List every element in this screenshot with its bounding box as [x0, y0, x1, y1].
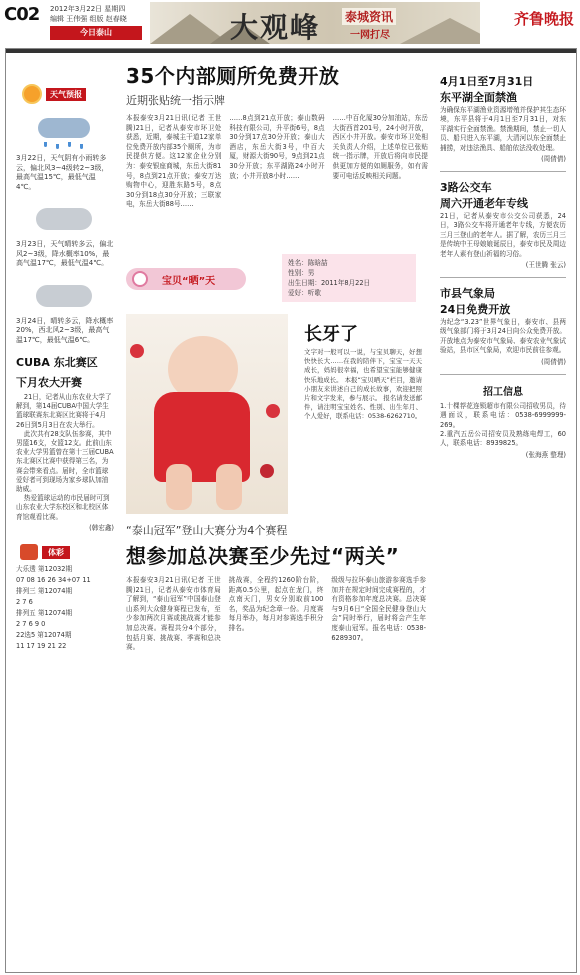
bus-headline-1: 3路公交车 [440, 181, 492, 195]
baby-story-title: 长牙了 [304, 324, 358, 345]
article2-subheadline: “泰山冠军”登山大赛分为4个赛程 [126, 524, 288, 537]
article2-headline: 想参加总决赛至少先过“两关” [126, 544, 400, 568]
bus-text: 21日，记者从泰安市公交公司获悉，24日，3路公交车将开通老年专线，方便农历三月三登山的老年人。据了解，农历三月三是传统中王母娘娘诞辰日，泰安市民及周边老年人素有登山祈福的习俗。 [440, 212, 566, 258]
fishing-ban-headline-2: 东平湖全面禁渔 [440, 91, 517, 104]
main-subheadline: 近期张贴统一指示牌 [126, 94, 225, 107]
lottery-line: 排列五 第12074期 [16, 608, 73, 617]
weather-bureau-headline-1: 市县气象局 [440, 287, 495, 301]
artwork-title: 大观峰 [230, 11, 321, 44]
weather-day-1: 3月22日，天气阴有小雨转多云，偏北风3~4级转2~3级，最高气温15℃，最低气温4℃。 [16, 154, 109, 191]
left-column [16, 84, 114, 652]
weather-day-2: 3月23日，天气晴转多云，偏北风2~3级，降水概率10%，最高气温17℃，最低气温4℃。 [16, 240, 114, 267]
cuba-paragraph: 21日，记者从山东农业大学了解到，第14届CUBA中国大学生篮球联赛东北赛区比赛将于4月26日到5月3日在农大举行。 [16, 393, 112, 429]
weather-header [16, 84, 114, 106]
lottery-label: 体彩 [42, 546, 70, 559]
right-column [440, 74, 566, 459]
fishing-ban-text: 为确保东平湖渔业资源增殖并保护其生态环境，东平县将于4月1日至7月31日，对东平湖实行全面禁渔。禁渔期间，禁止一切人员、船只进入东平湖，大清河以东全面禁止捕捞，对违法渔具、船舶依法没收处理。 [440, 106, 566, 152]
baby-photo [126, 314, 288, 514]
lottery-header [16, 542, 114, 564]
baby-section [126, 259, 426, 508]
article2-col-2: 挑战赛，全程约1260阶台阶，距离0.5公里，起点在龙门，终点南天门，男女分别取前100名，奖品为纪念章一份。月度赛每月举办，每月对参赛选手积分排名。 [228, 576, 324, 632]
sun-icon [22, 84, 42, 104]
lottery-line: 11 17 19 21 22 [16, 641, 67, 650]
fishing-ban-byline: (周倩倩) [541, 155, 566, 164]
issue-meta [50, 4, 127, 24]
newspaper-logo: 齐鲁晚报 [513, 10, 574, 28]
baby-face-icon [132, 271, 148, 287]
job-listing: 2.重汽五岳公司招安员及熟练电焊工，60人，联系电话：8939825。 [440, 429, 566, 448]
bus-byline: (王世腾 张云) [525, 261, 566, 270]
lottery-line: 22选5 第12074期 [16, 630, 72, 639]
baby-story-text: 文字对一般可以一说，与宝贝聊天，好想快快长大……在我的陪伴下，宝宝一天天成长，妈妈很幸福，也希望宝宝能够健康快乐地成长。 本报“宝贝晒天”栏目，邀请小朋友来讲述自己的成长故事，欢迎把照片和文字发来，参与展示。 报名请发送邮件，请注明宝宝姓名、性别、出生年月、个人爱好，联系电话：0538-6262710。 [304, 348, 422, 421]
job-listing: 1.十棵荐花连锁超市有限公司招收男员，待遇面议，联系电话：0538-6999999-269。 [440, 401, 566, 429]
rain-cloud-icon [30, 112, 100, 152]
main-body-col-3: ……中百化厦30分加油站，东岳大街西首201号，24小时开放，西区小井开放。泰安市环卫处相关负责人介绍，上述单位已张贴统一指示牌，开放后将向市民提供更加方便的如厕服务，如有需要可电话反映相关问题。 [332, 114, 428, 180]
weather-day-3: 3月24日，晴转多云，降水概率20%，西北风2~3级，最高气温17℃，最低气温6℃。 [16, 316, 114, 344]
lottery-line: 大乐透 第12032期 [16, 564, 73, 573]
cuba-headline-2: 下月农大开赛 [16, 376, 82, 389]
baby-birthdate: 出生日期：2011年8月22日 [288, 279, 371, 287]
baby-hobby: 爱好：听歌 [288, 289, 321, 297]
main-headline: 35个内部厕所免费开放 [126, 64, 340, 88]
cuba-byline: (韩宏鑫) [89, 523, 114, 532]
weather-bureau-headline-2: 24日免费开放 [440, 303, 511, 317]
lottery-line: 07 08 16 26 34+07 11 [16, 575, 91, 584]
cuba-headline-1: CUBA 东北赛区 [16, 356, 98, 369]
article2-col-1: 本报泰安3月21日讯(记者 王世腾)21日，记者从泰安市体育局了解到，“泰山冠军”中国泰山登山系列大众健身赛程已发布，至少参加两次月赛或挑战赛才能参加总决赛。赛程共分4个部分，包括月赛、挑战赛、季赛和总决赛。 [126, 576, 221, 652]
baby-section-tag [126, 268, 246, 290]
baby-gender: 性别：男 [288, 269, 315, 277]
cuba-paragraph: 热爱篮球运动的市民届时可到山东农业大学东校区和北校区体育馆观看比赛。 [16, 494, 110, 521]
issue-date: 2012年3月22日 星期四 [50, 5, 126, 13]
main-body-col-2: ……8点到21点开放；泰山数码科技有限公司，升平街6号，8点30分到17点30分开放；泰山大酒店，东岳大街3号，中百大厦，财源大街90号，9点到21点30分开放；东平湖路24小时开放；小井开放8小时…… [229, 114, 325, 180]
baby-tag-text: 宝贝“晒”天 [162, 276, 216, 287]
main-body-col-1: 本报泰安3月21日讯(记者 王世腾)21日，记者从泰安市环卫处获悉，近期，泰城主干道12家单位免费开放内部35个厕所，为市民提供方便。这12家企业分别为：泰安银座商城，东岳大街81号，8点到21点开放；泰安万达购物中心，迎胜东路5号，8点30分到18点30分开放；三联家电，东岳大街88号…… [126, 114, 222, 209]
weather-bureau-byline: (周倩倩) [541, 357, 566, 366]
artwork-tag-2: 一网打尽 [350, 30, 390, 41]
layout-editor: 组版 赵春晓 [89, 15, 127, 23]
article2-col-3: 级级与拉环泰山旅游参赛选手参加并在规定时间完成赛程的，才有资格参加年度总决赛。总决赛与9月6日“全国全民健身登山大会”同时举行，届时将会产生年度泰山冠军。报名电话：0538-6289307。 [331, 576, 427, 642]
lottery-line: 2 7 6 [16, 597, 33, 606]
jobs-byline: (张海燕 整理) [525, 450, 566, 459]
cloud-icon [30, 198, 100, 238]
lottery-icon [20, 544, 38, 560]
bus-headline-2: 周六开通老年专线 [440, 197, 528, 211]
editor: 编辑 王伟强 [50, 15, 88, 23]
cuba-paragraph: 此次共有28支队伍参赛，其中男篮16支，女篮12支。此前山东农业大学男篮曾在第十三届CUBA东北赛区比赛中获得第三名，为赛会带来看点。届时，全市篮球爱好者可到现场为家乡球队加油助威。 [16, 429, 114, 494]
page-number: C02 [4, 4, 40, 25]
page-header [0, 0, 580, 50]
section-banner: 今日泰山 [50, 26, 142, 40]
weather-label: 天气预报 [46, 88, 86, 101]
weather-bureau-text: 为纪念“3.23”世界气象日，泰安市、县两级气象部门将于3月24日向公众免费开放。开放地点为泰安市气象局、泰安农业气象试验站，县市区气象局，欢迎市民前往参观。 [440, 318, 566, 355]
baby-info-box [282, 254, 416, 302]
fishing-ban-headline-1: 4月1日至7月31日 [440, 75, 534, 88]
lottery-line: 排列三 第12074期 [16, 586, 73, 595]
article2-body [126, 576, 426, 653]
cloud-icon [30, 275, 100, 315]
artwork-tag-1: 泰城资讯 [342, 8, 396, 25]
lottery-line: 2 7 6 9 0 [16, 619, 46, 628]
header-artwork [150, 2, 480, 44]
baby-name: 姓名：陈晗喆 [288, 259, 328, 267]
main-body [126, 114, 428, 210]
jobs-title: 招工信息 [483, 386, 523, 398]
main-article [126, 62, 428, 210]
